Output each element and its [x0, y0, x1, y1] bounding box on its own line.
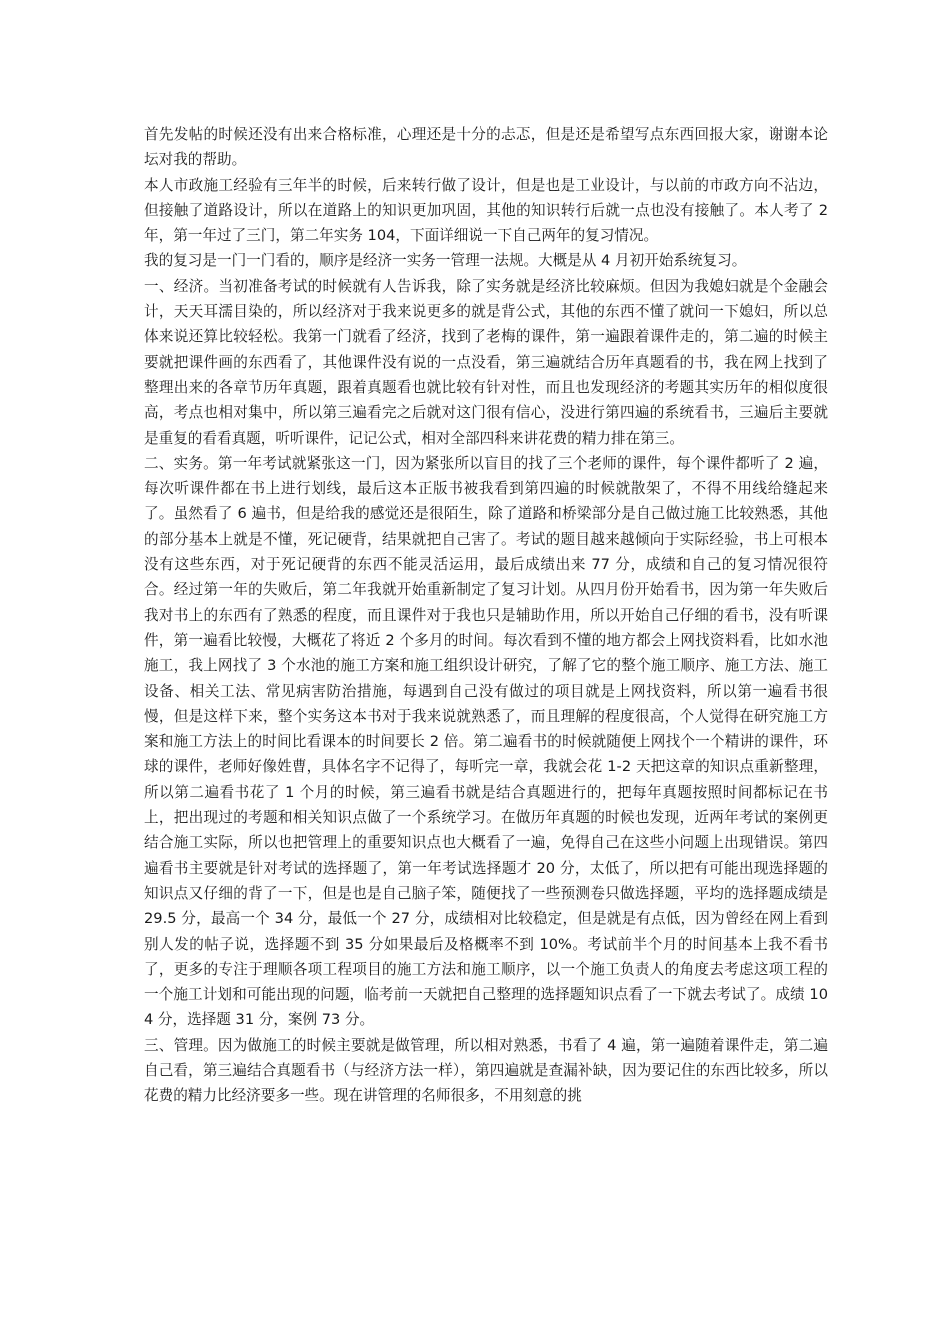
- paragraph-practice: 二、实务。第一年考试就紧张这一门，因为紧张所以盲目的找了三个老师的课件，每个课件都听了 2 遍，每次听课件都在书上进行划线，最后这本正版书被我看到第四遍的时候就散架了，不得不用线给缝起来了。虽然看了 6 遍书，但是给我的感觉还是很陌生，除了道路和桥梁部分是自己做过施工比较熟悉，其他的部分基本上就是不懂，死记硬背，结果就把自己害了。考试的题目越来越倾向于实际经验，书上可根本没有这些东西，对于死记硬背的东西不能灵活运用，最后成绩出来 77 分，成绩和自己的复习情况很符合。经过第一年的失败后，第二年我就开始重新制定了复习计划。从四月份开始看书，因为第一年失败后我对书上的东西有了熟悉的程度，而且课件对于我也只是辅助作用，所以开始自己仔细的看书，没有听课件，第一遍看比较慢，大概花了将近 2 个多月的时间。每次看到不懂的地方都会上网找资料看，比如水池施工，我上网找了 3 个水池的施工方案和施工组织设计研究，了解了它的整个施工顺序、施工方法、施工设备、相关工法、常见病害防治措施，每遇到自己没有做过的项目就是上网找资料，所以第一遍看书很慢，但是这样下来，整个实务这本书对于我来说就熟悉了，而且理解的程度很高，个人觉得在研究施工方案和施工方法上的时间比看课本的时间要长 2 倍。第二遍看书的时候就随便上网找个一个精讲的课件，环球的课件，老师好像姓曹，具体名字不记得了，每听完一章，我就会花 1-2 天把这章的知识点重新整理，所以第二遍看书花了 1 个月的时候，第三遍看书就是结合真题进行的，把每年真题按照时间都标记在书上，把出现过的考题和相关知识点做了一个系统学习。在做历年真题的时候也发现，近两年考试的案例更结合施工实际，所以也把管理上的重要知识点也大概看了一遍，免得自己在这些小问题上出现错误。第四遍看书主要就是针对考试的选择题了，第一年考试选择题才 20 分，太低了，所以把有可能出现选择题的知识点又仔细的背了一下，但是也是自己脑子笨，随便找了一些预测卷只做选择题，平均的选择题成绩是 29.5 分，最高一个 34 分，最低一个 27 分，成绩相对比较稳定，但是就是有点低，因为曾经在网上看到别人发的帖子说，选择题不到 35 分如果最后及格概率不到 10%。考试前半个月的时间基本上我不看书了，更多的专注于理顺各项工程项目的施工方法和施工顺序，以一个施工负责人的角度去考虑这项工程的一个施工计划和可能出现的问题，临考前一天就把自己整理的选择题知识点看了一下就去考试了。成绩 104 分，选择题 31 分，案例 73 分。: [144, 454, 828, 1029]
- paragraph-economics: 一、经济。当初准备考试的时候就有人告诉我，除了实务就是经济比较麻烦。但因为我媳妇就是个金融会计，天天耳濡目染的，所以经济对于我来说更多的就是背公式，其他的东西不懂了就问一下媳妇，所以总体来说还算比较轻松。我第一门就看了经济，找到了老梅的课件，第一遍跟着课件走的，第二遍的时候主要就把课件画的东西看了，其他课件没有说的一点没看，第三遍就结合历年真题看的书，我在网上找到了整理出来的各章节历年真题，跟着真题看也就比较有针对性，而且也发现经济的考题其实历年的相似度很高，考点也相对集中，所以第三遍看完之后就对这门很有信心，没进行第四遍的系统看书，三遍后主要就是重复的看看真题，听听课件，记记公式，相对全部四科来讲花费的精力排在第三。: [144, 277, 828, 447]
- paragraph-intro: 首先发帖的时候还没有出来合格标准，心理还是十分的忐忑，但是还是希望写点东西回报大家，谢谢本论坛对我的帮助。: [144, 126, 828, 169]
- paragraph-management: 三、管理。因为做施工的时候主要就是做管理，所以相对熟悉，书看了 4 遍，第一遍随着课件走，第二遍自己看，第三遍结合真题看书（与经济方法一样），第四遍就是查漏补缺，因为要记住的东西比较多，所以花费的精力比经济要多一些。现在讲管理的名师很多，不用刻意的挑: [144, 1036, 828, 1105]
- article-body: [144, 122, 828, 1109]
- paragraph-study-order: 我的复习是一门一门看的，顺序是经济一实务一管理一法规。大概是从 4 月初开始系统复习。: [144, 252, 747, 270]
- paragraph-background: 本人市政施工经验有三年半的时候，后来转行做了设计，但是也是工业设计，与以前的市政方向不沾边，但接触了道路设计，所以在道路上的知识更加巩固，其他的知识转行后就一点也没有接触了。本人考了 2 年，第一年过了三门，第二年实务 104，下面详细说一下自己两年的复习情况。: [144, 176, 828, 245]
